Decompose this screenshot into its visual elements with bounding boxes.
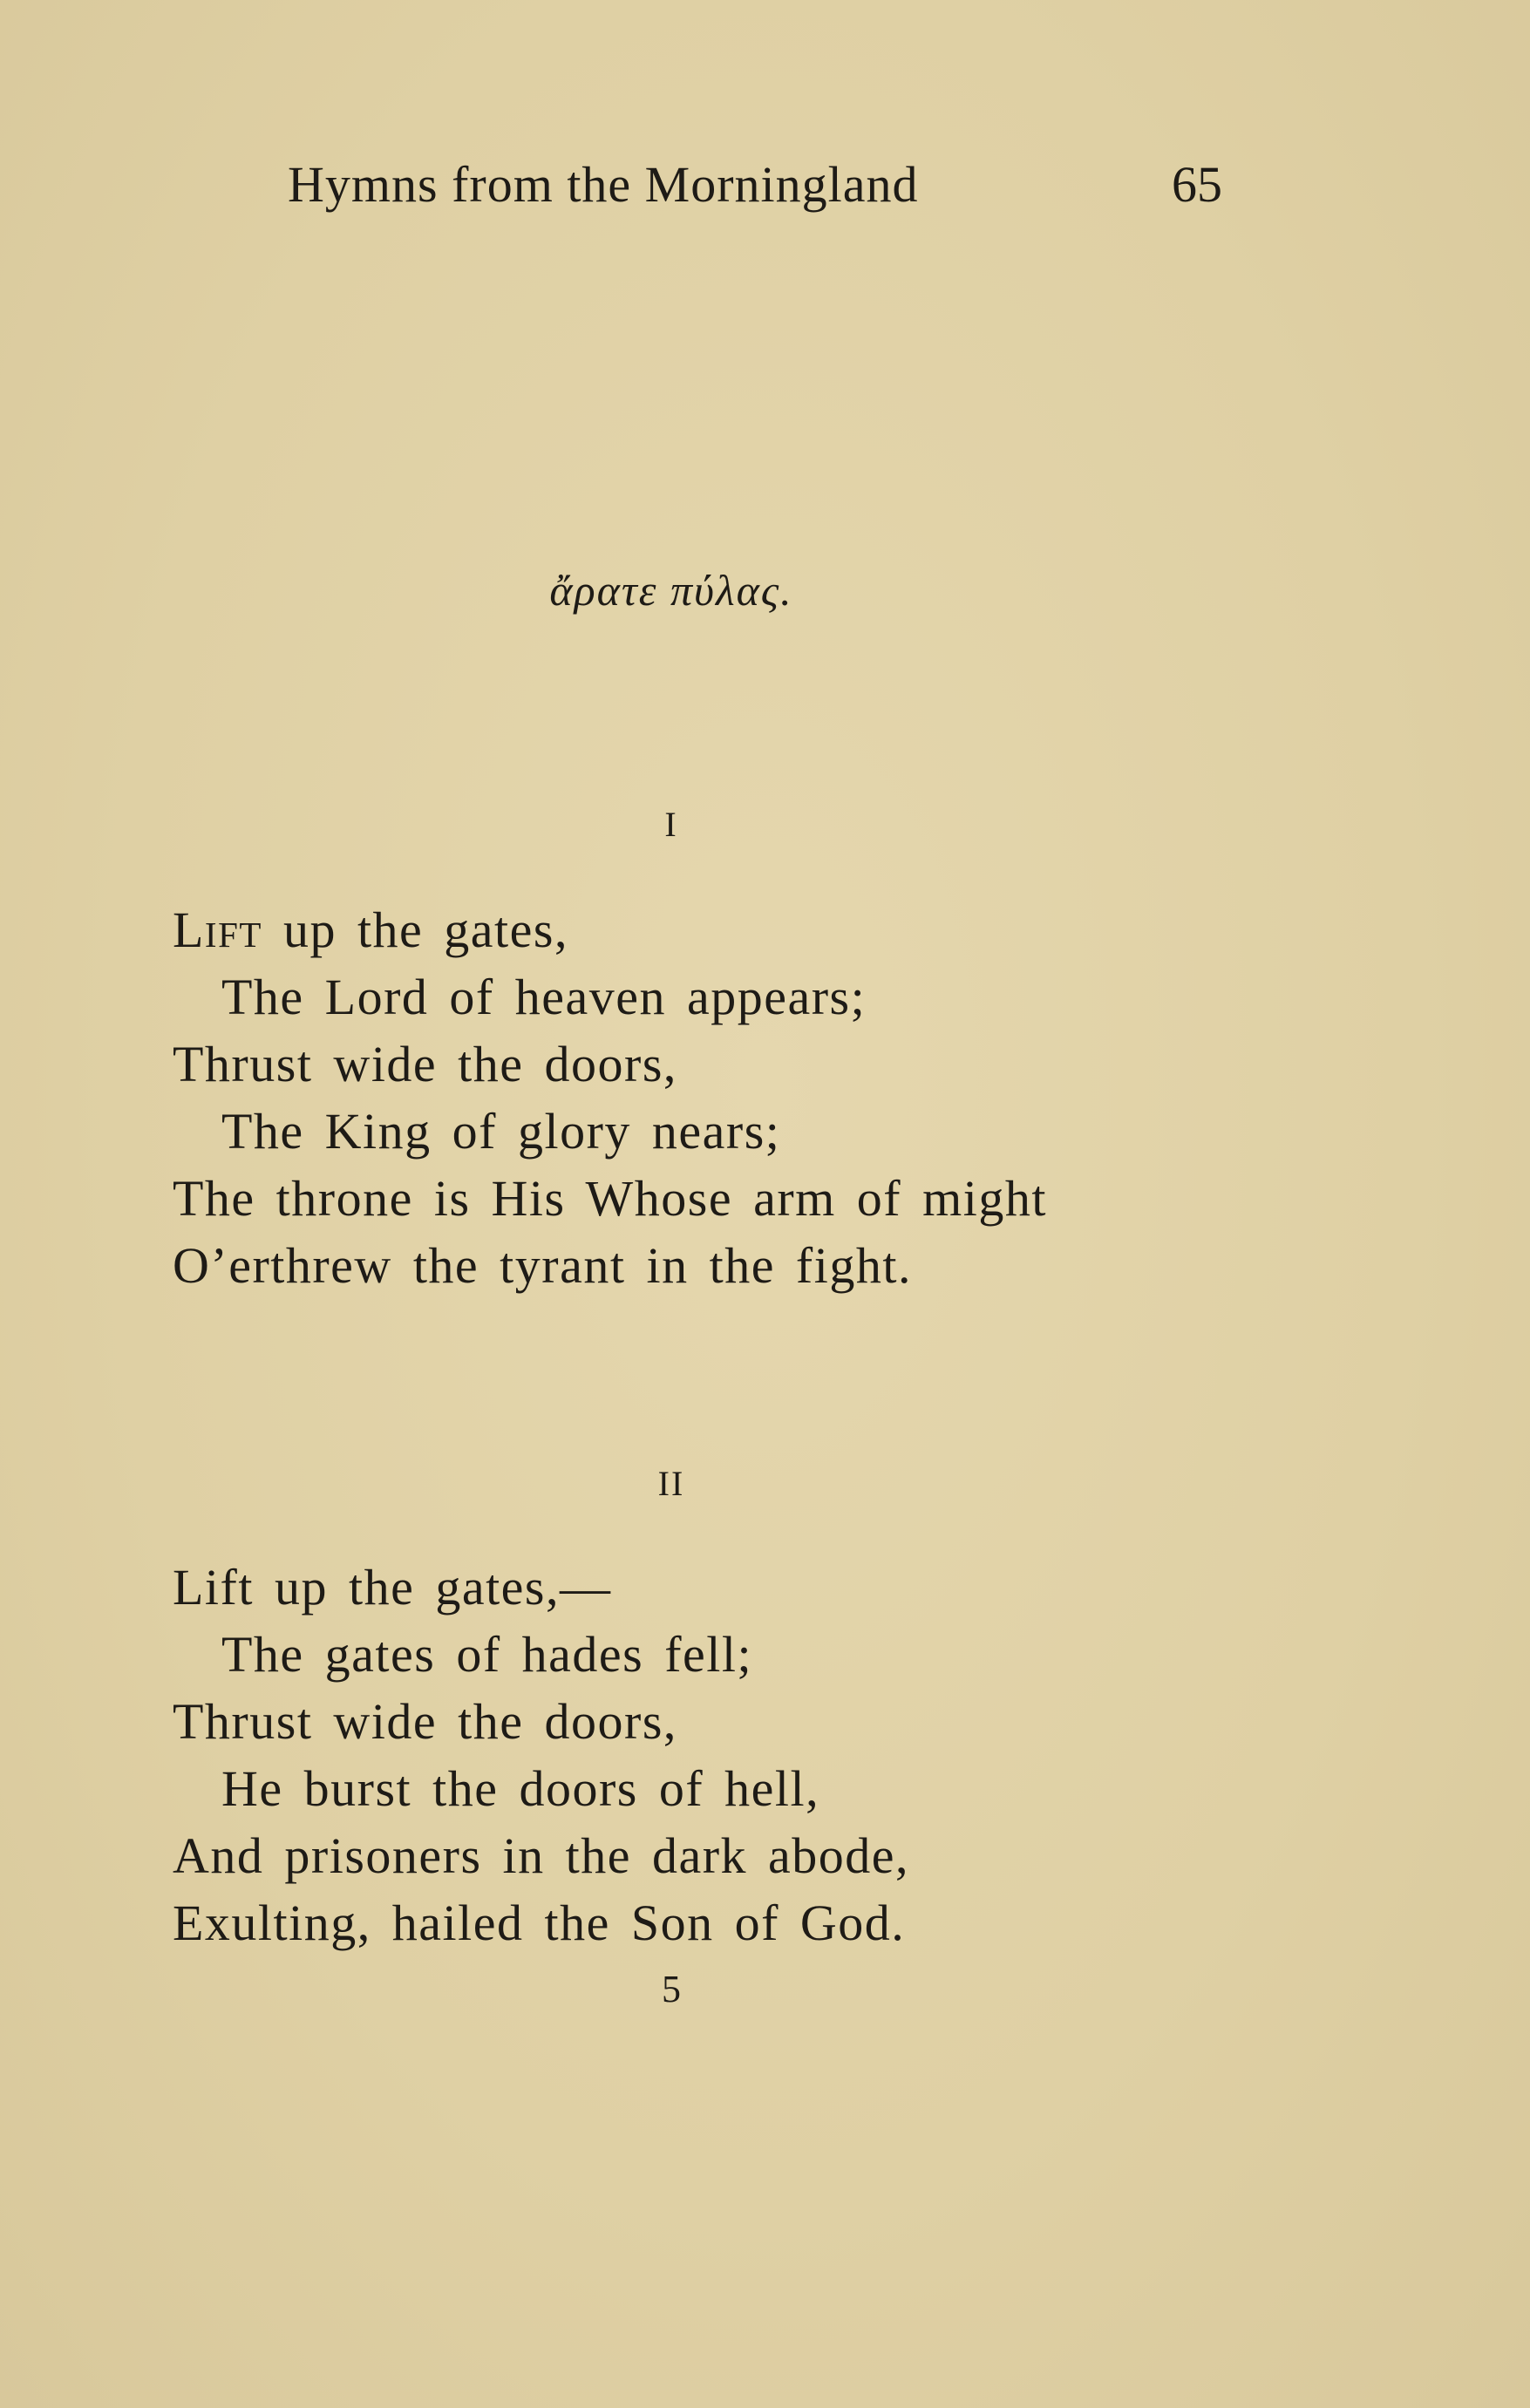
stanza-2: [173, 1554, 909, 1956]
verse-line: O’erthrew the tyrant in the fight.: [173, 1237, 912, 1294]
verse-line: Thrust wide the doors,: [173, 1693, 677, 1750]
verse-line: He burst the doors of hell,: [221, 1760, 820, 1817]
signature-mark: 5: [662, 1968, 681, 2010]
stanza-number-1: I: [664, 805, 678, 844]
verse-line: The throne is His Whose arm of might: [173, 1170, 1047, 1227]
verse-line: Lift up the gates,—: [173, 1559, 612, 1616]
verse-line: The Lord of heaven appears;: [221, 969, 867, 1025]
running-title: Hymns from the Morningland: [288, 156, 919, 213]
verse-line: The King of glory nears;: [221, 1103, 781, 1160]
poem-title: ἄρατε πύλας.: [549, 566, 793, 615]
verse-line: [173, 896, 1047, 963]
page-number: 65: [1172, 156, 1222, 213]
stanza-number-2: II: [657, 1464, 685, 1503]
initial-word: Lift: [173, 901, 262, 958]
verse-line: Thrust wide the doors,: [173, 1036, 677, 1092]
first-line-rest: up the gates,: [262, 901, 568, 958]
verse-line: Exulting, hailed the Son of God.: [173, 1894, 906, 1951]
verse-line: And prisoners in the dark abode,: [173, 1827, 910, 1884]
verse-line: The gates of hades fell;: [221, 1626, 753, 1683]
stanza-1: [173, 896, 1047, 1299]
